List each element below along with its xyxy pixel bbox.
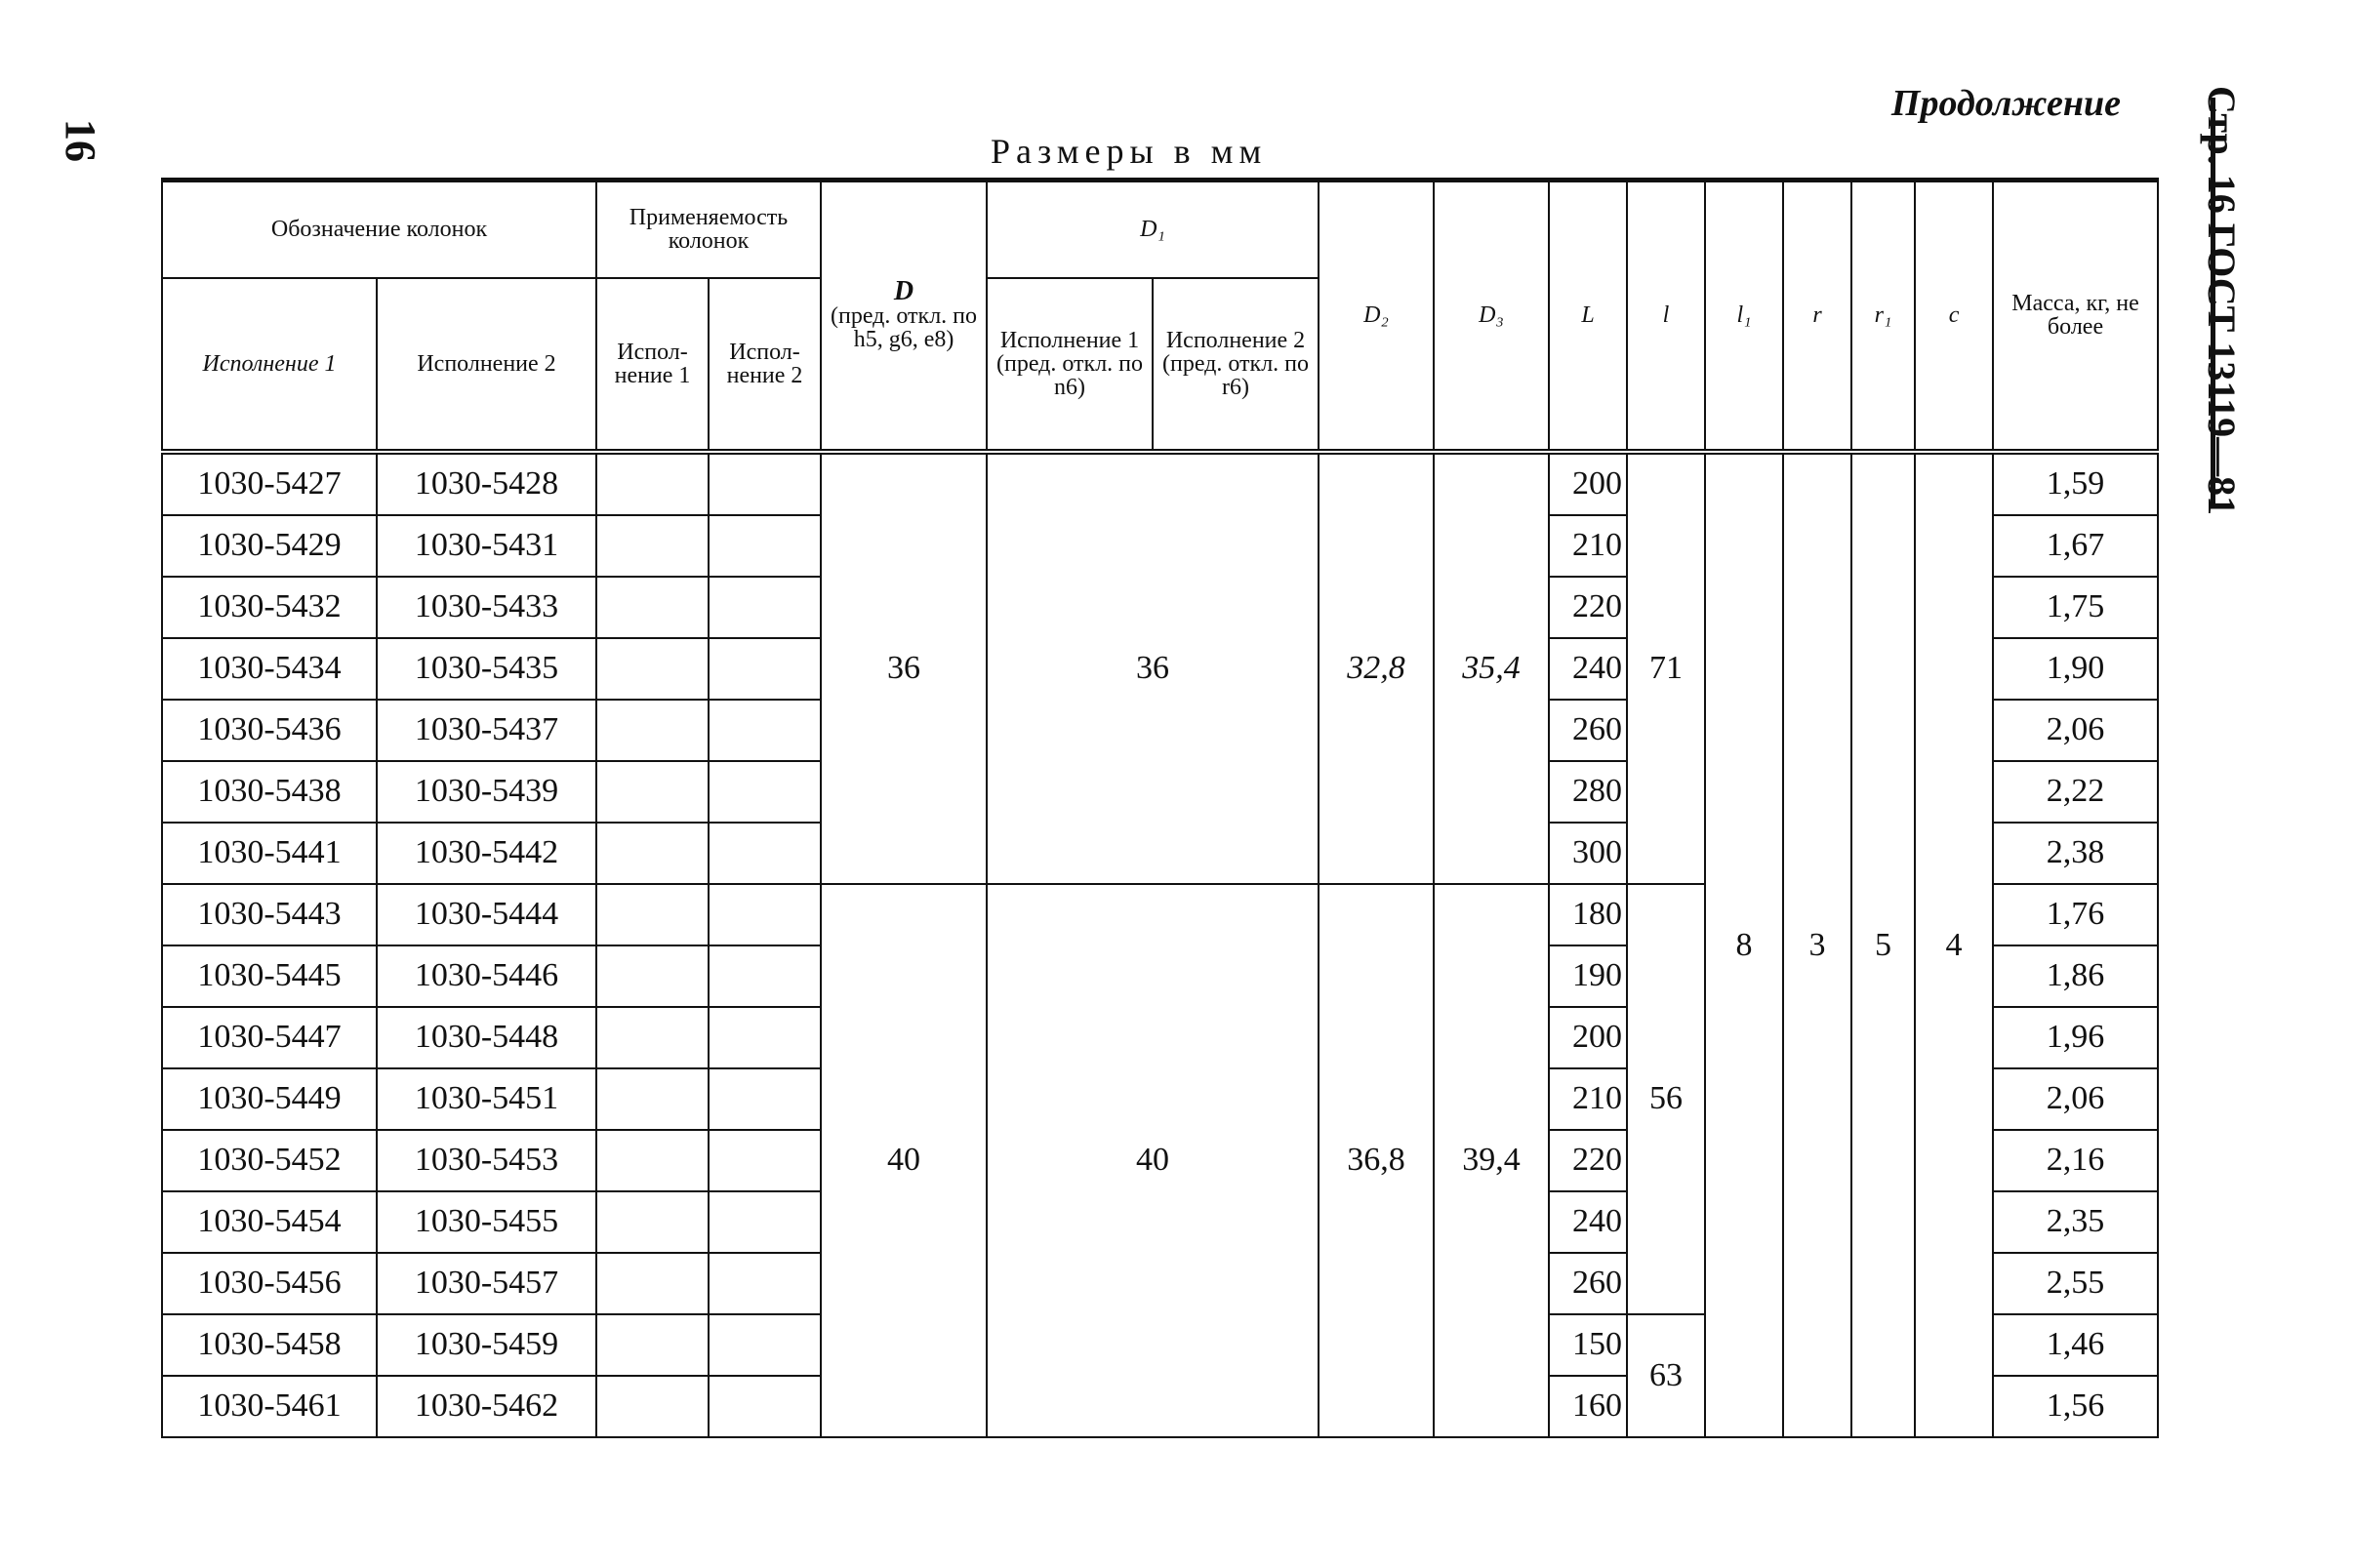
- applicability-var2: [709, 452, 821, 515]
- D3-value: 35,4: [1434, 452, 1549, 884]
- applicability-var1: [596, 1376, 709, 1437]
- header-var1: Исполнение 1: [162, 278, 377, 452]
- designation-var1: 1030-5443: [162, 884, 377, 945]
- L-value: 260: [1549, 700, 1627, 761]
- side-header: Стр. 16 ГОСТ 13119—81: [2200, 86, 2244, 516]
- applicability-var2: [709, 823, 821, 884]
- table-row: [162, 452, 2158, 515]
- designation-var1: 1030-5441: [162, 823, 377, 884]
- L-value: 180: [1549, 884, 1627, 945]
- L-value: 240: [1549, 638, 1627, 700]
- applicability-var1: [596, 1314, 709, 1376]
- designation-var2: 1030-5459: [377, 1314, 596, 1376]
- applicability-var2: [709, 1068, 821, 1130]
- mass-value: 1,86: [1993, 945, 2158, 1007]
- header-l1: l₁: [1705, 181, 1783, 452]
- L-value: 210: [1549, 515, 1627, 577]
- applicability-var1: [596, 884, 709, 945]
- header-r: r: [1783, 181, 1851, 452]
- header-designation: Обозначение колонок: [162, 181, 596, 278]
- designation-var2: 1030-5462: [377, 1376, 596, 1437]
- D2-value: 32,8: [1319, 452, 1434, 884]
- mass-value: 1,90: [1993, 638, 2158, 700]
- applicability-var1: [596, 700, 709, 761]
- header-D-symbol: D: [893, 275, 914, 306]
- L-value: 210: [1549, 1068, 1627, 1130]
- header-l: l: [1627, 181, 1705, 452]
- designation-var2: 1030-5453: [377, 1130, 596, 1191]
- mass-value: 2,35: [1993, 1191, 2158, 1253]
- D1-value: 40: [987, 884, 1319, 1437]
- mass-value: 1,56: [1993, 1376, 2158, 1437]
- applicability-var1: [596, 577, 709, 638]
- applicability-var2: [709, 884, 821, 945]
- header-D-note: (пред. откл. по h5, g6, e8): [830, 302, 978, 352]
- mass-value: 1,59: [1993, 452, 2158, 515]
- applicability-var2: [709, 1191, 821, 1253]
- header-c: c: [1915, 181, 1993, 452]
- designation-var1: 1030-5427: [162, 452, 377, 515]
- L-value: 220: [1549, 577, 1627, 638]
- header-app-var2: Испол-нение 2: [709, 278, 821, 452]
- mass-value: 2,06: [1993, 1068, 2158, 1130]
- designation-var1: 1030-5454: [162, 1191, 377, 1253]
- applicability-var1: [596, 515, 709, 577]
- units-title: Размеры в мм: [991, 132, 1268, 171]
- D1-value: 36: [987, 452, 1319, 884]
- designation-var2: 1030-5446: [377, 945, 596, 1007]
- designation-var2: 1030-5451: [377, 1068, 596, 1130]
- designation-var2: 1030-5435: [377, 638, 596, 700]
- applicability-var2: [709, 1253, 821, 1314]
- mass-value: 2,16: [1993, 1130, 2158, 1191]
- designation-var1: 1030-5434: [162, 638, 377, 700]
- applicability-var2: [709, 1007, 821, 1068]
- applicability-var1: [596, 1253, 709, 1314]
- applicability-var1: [596, 1007, 709, 1068]
- header-D1-var1: Исполнение 1 (пред. откл. по n6): [987, 278, 1153, 452]
- designation-var1: 1030-5449: [162, 1068, 377, 1130]
- designation-var2: 1030-5431: [377, 515, 596, 577]
- applicability-var2: [709, 761, 821, 823]
- L-value: 220: [1549, 1130, 1627, 1191]
- D-value: 36: [821, 452, 987, 884]
- mass-value: 1,96: [1993, 1007, 2158, 1068]
- header-var2: Исполнение 2: [377, 278, 596, 452]
- designation-var1: 1030-5438: [162, 761, 377, 823]
- r-value: 3: [1783, 452, 1851, 1437]
- l-value: 63: [1627, 1314, 1705, 1437]
- applicability-var2: [709, 945, 821, 1007]
- designation-var1: 1030-5432: [162, 577, 377, 638]
- header-D1-var2: Исполнение 2 (пред. откл. по r6): [1153, 278, 1319, 452]
- c-value: 4: [1915, 452, 1993, 1437]
- mass-value: 1,67: [1993, 515, 2158, 577]
- applicability-var2: [709, 1130, 821, 1191]
- applicability-var1: [596, 638, 709, 700]
- designation-var1: 1030-5445: [162, 945, 377, 1007]
- designation-var2: 1030-5439: [377, 761, 596, 823]
- mass-value: 2,55: [1993, 1253, 2158, 1314]
- D2-value: 36,8: [1319, 884, 1434, 1437]
- header-app-var1: Испол-нение 1: [596, 278, 709, 452]
- designation-var1: 1030-5429: [162, 515, 377, 577]
- designation-var1: 1030-5452: [162, 1130, 377, 1191]
- designation-var2: 1030-5437: [377, 700, 596, 761]
- designation-var2: 1030-5444: [377, 884, 596, 945]
- designation-var2: 1030-5442: [377, 823, 596, 884]
- L-value: 240: [1549, 1191, 1627, 1253]
- designation-var2: 1030-5457: [377, 1253, 596, 1314]
- l-value: 71: [1627, 452, 1705, 884]
- designation-var1: 1030-5436: [162, 700, 377, 761]
- L-value: 200: [1549, 452, 1627, 515]
- D-value: 40: [821, 884, 987, 1437]
- applicability-var1: [596, 452, 709, 515]
- header-L: L: [1549, 181, 1627, 452]
- applicability-var1: [596, 1068, 709, 1130]
- applicability-var1: [596, 823, 709, 884]
- D3-value: 39,4: [1434, 884, 1549, 1437]
- designation-var2: 1030-5433: [377, 577, 596, 638]
- applicability-var2: [709, 1376, 821, 1437]
- applicability-var2: [709, 638, 821, 700]
- applicability-var2: [709, 1314, 821, 1376]
- L-value: 190: [1549, 945, 1627, 1007]
- applicability-var1: [596, 761, 709, 823]
- L-value: 150: [1549, 1314, 1627, 1376]
- mass-value: 1,46: [1993, 1314, 2158, 1376]
- applicability-var2: [709, 577, 821, 638]
- header-D2: D₂: [1319, 181, 1434, 452]
- dimensions-table: [161, 178, 2159, 1438]
- l-value: 56: [1627, 884, 1705, 1314]
- L-value: 300: [1549, 823, 1627, 884]
- l1-value: 8: [1705, 452, 1783, 1437]
- header-r1: r₁: [1851, 181, 1915, 452]
- applicability-var2: [709, 515, 821, 577]
- mass-value: 2,22: [1993, 761, 2158, 823]
- header-applicability: Применяемость колонок: [596, 181, 821, 278]
- continuation-label: Продолжение: [1890, 83, 2121, 124]
- designation-var2: 1030-5448: [377, 1007, 596, 1068]
- L-value: 200: [1549, 1007, 1627, 1068]
- mass-value: 1,76: [1993, 884, 2158, 945]
- L-value: 260: [1549, 1253, 1627, 1314]
- applicability-var1: [596, 1191, 709, 1253]
- designation-var1: 1030-5461: [162, 1376, 377, 1437]
- L-value: 160: [1549, 1376, 1627, 1437]
- applicability-var2: [709, 700, 821, 761]
- designation-var1: 1030-5458: [162, 1314, 377, 1376]
- mass-value: 1,75: [1993, 577, 2158, 638]
- page-number: 16: [57, 119, 104, 162]
- L-value: 280: [1549, 761, 1627, 823]
- applicability-var1: [596, 945, 709, 1007]
- applicability-var1: [596, 1130, 709, 1191]
- header-D: [821, 181, 987, 452]
- mass-value: 2,06: [1993, 700, 2158, 761]
- designation-var1: 1030-5456: [162, 1253, 377, 1314]
- designation-var1: 1030-5447: [162, 1007, 377, 1068]
- mass-value: 2,38: [1993, 823, 2158, 884]
- designation-var2: 1030-5428: [377, 452, 596, 515]
- designation-var2: 1030-5455: [377, 1191, 596, 1253]
- header-D1: D₁: [987, 181, 1319, 278]
- r1-value: 5: [1851, 452, 1915, 1437]
- header-mass: Масса, кг, не более: [1993, 181, 2158, 452]
- header-D3: D₃: [1434, 181, 1549, 452]
